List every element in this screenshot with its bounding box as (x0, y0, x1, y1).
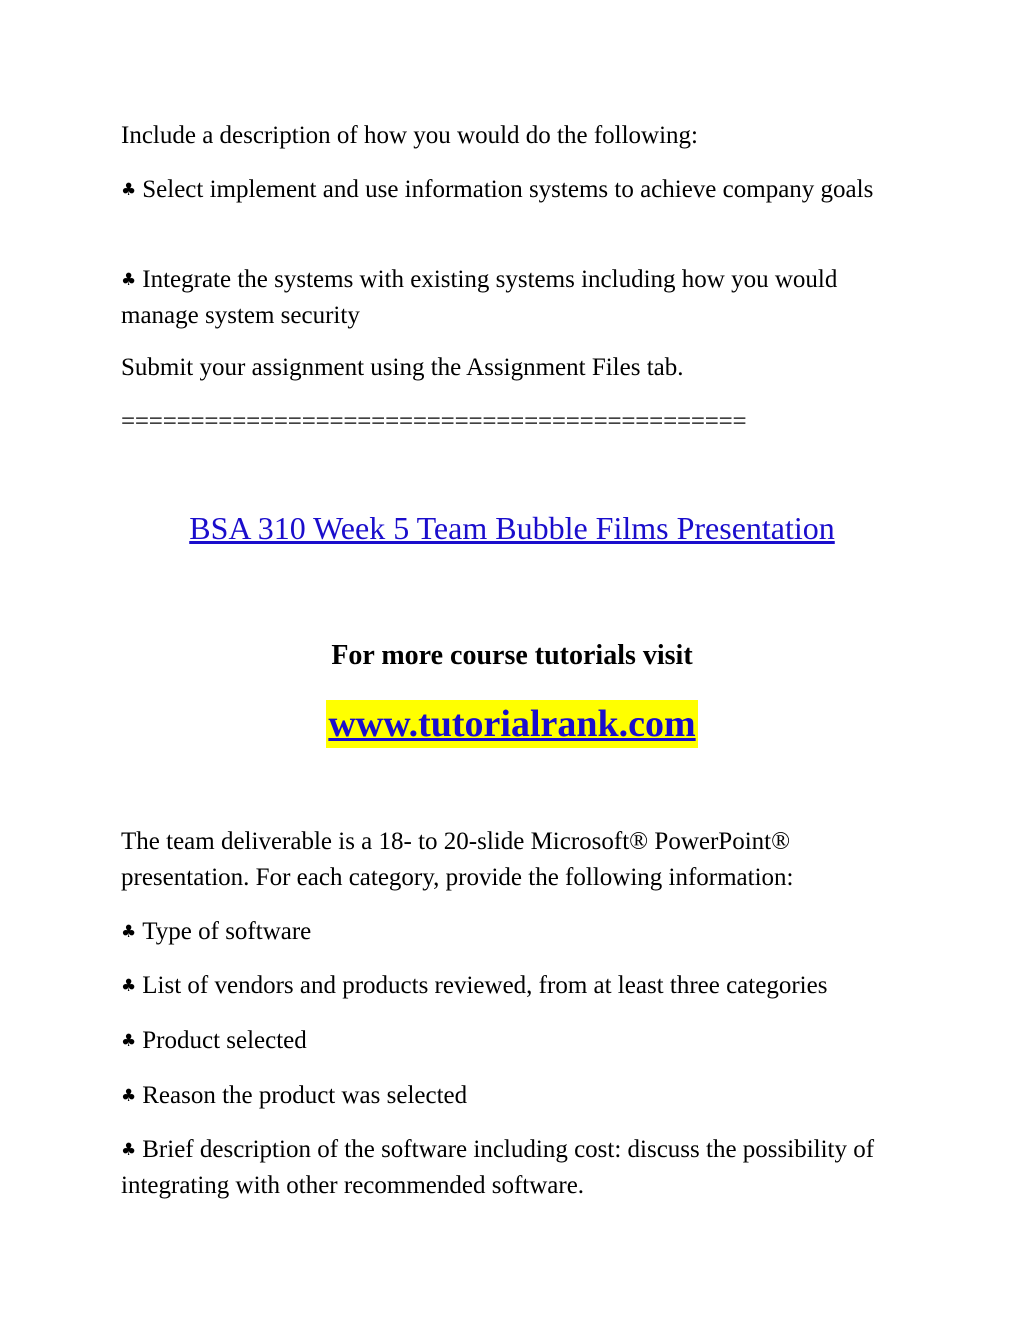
bullet-item (121, 1078, 911, 1114)
bullet-item (121, 262, 911, 334)
bullet-text: Type of software (142, 918, 312, 945)
site-link-wrapper (0, 700, 1024, 748)
club-bullet-icon: ♣ (121, 1140, 137, 1160)
more-tutorials-heading: For more course tutorials visit (331, 640, 693, 671)
submit-paragraph: Submit your assignment using the Assignment Files tab. (121, 354, 684, 381)
bullet-text: List of vendors and products reviewed, from at least three categories (142, 972, 828, 999)
course-title-link[interactable]: BSA 310 Week 5 Team Bubble Films Presentation (189, 510, 835, 546)
bullet-item (121, 968, 911, 1004)
bullet-item (121, 172, 911, 208)
club-bullet-icon: ♣ (121, 180, 137, 200)
club-bullet-icon: ♣ (121, 1031, 137, 1051)
site-url-link[interactable]: www.tutorialrank.com (326, 700, 697, 748)
bullet-item (121, 1023, 911, 1059)
bullet-text: Integrate the systems with existing systems including how you would manage system security (121, 266, 838, 329)
bullet-item (121, 1132, 911, 1204)
bullet-text: Product selected (142, 1027, 307, 1054)
club-bullet-icon: ♣ (121, 922, 137, 942)
club-bullet-icon: ♣ (121, 976, 137, 996)
bullet-text: Reason the product was selected (142, 1082, 468, 1109)
club-bullet-icon: ♣ (121, 1086, 137, 1106)
deliverable-paragraph: The team deliverable is a 18- to 20-slide Microsoft® PowerPoint® presentation. For each category, provide the following information: (121, 828, 794, 891)
club-bullet-icon: ♣ (121, 270, 137, 290)
bullet-text: Select implement and use information systems to achieve company goals (142, 176, 874, 203)
bullet-text: Brief description of the software including cost: discuss the possibility of integrating with other recommended software. (121, 1136, 875, 1199)
bullet-item (121, 914, 911, 950)
divider-line: ============================================= (121, 408, 747, 435)
intro-paragraph: Include a description of how you would do the following: (121, 122, 698, 149)
